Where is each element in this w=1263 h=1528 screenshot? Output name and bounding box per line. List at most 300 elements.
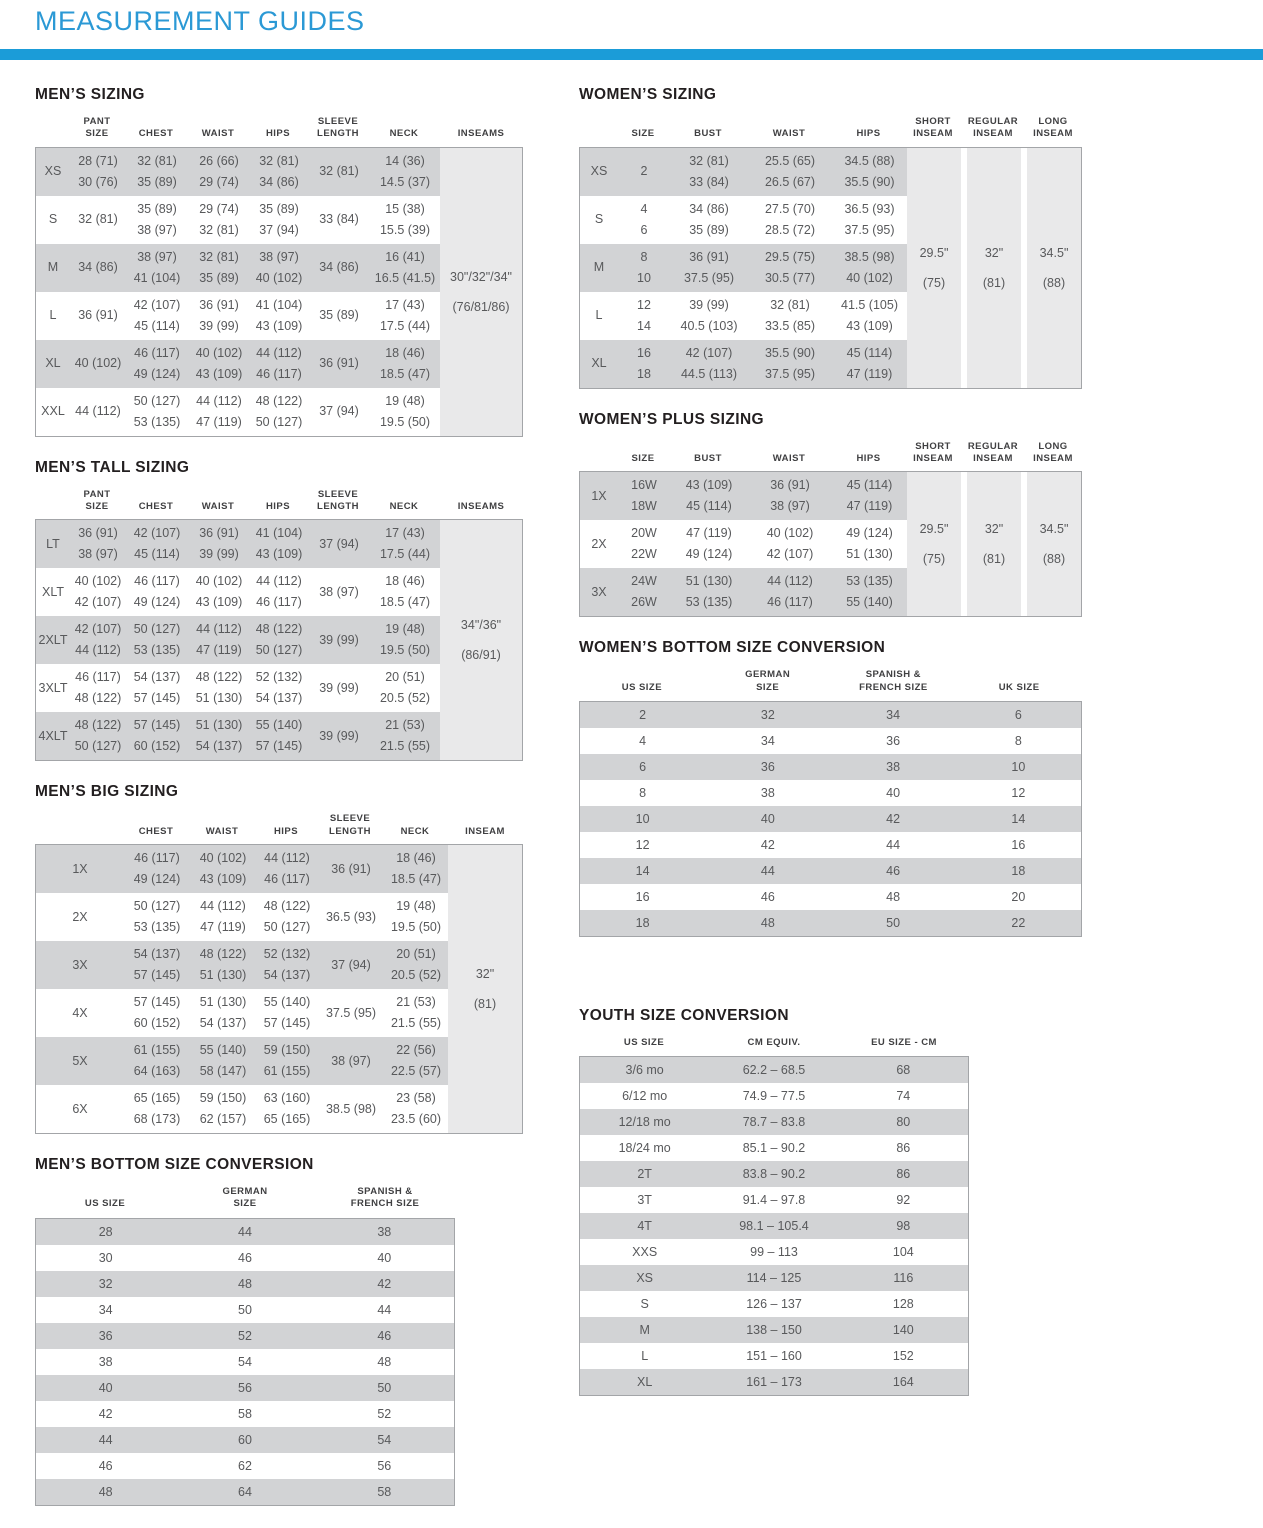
table-row [580, 910, 1081, 936]
table-cell: 98.1 – 105.4 [739, 1219, 809, 1234]
table-cell [36, 520, 70, 568]
table-cell [580, 196, 618, 244]
text-line: 38 (97) [770, 499, 810, 514]
text-line: US SIZE [623, 1037, 665, 1049]
text-line: 47 (119) [846, 366, 893, 381]
text-line: 16 (41) [385, 249, 425, 264]
table-row [580, 520, 907, 568]
column-header [249, 501, 307, 513]
column-header [747, 453, 831, 465]
text-line: 52 (132) [255, 670, 303, 685]
table-cell: 80 [896, 1115, 911, 1130]
table-cell [124, 893, 190, 941]
table-cell [70, 292, 126, 340]
text-line: 50 (127) [255, 643, 303, 658]
text-line: 4XLT [38, 728, 68, 743]
text-line: NECK [400, 825, 430, 837]
table-cell [318, 893, 384, 941]
mens-tall-sizing-table [35, 489, 523, 762]
table-cell [256, 893, 318, 941]
table-cell [370, 340, 440, 388]
text-line: 42 (107) [133, 297, 181, 312]
text-line: 42 (107) [74, 622, 122, 637]
measurement-guides-page [0, 6, 1263, 1528]
text-line: SIZE [631, 128, 655, 140]
text-line: CHEST [138, 128, 174, 140]
text-line: 34 (86) [78, 260, 118, 275]
text-line: SPANISH & [357, 1186, 413, 1198]
column-header [69, 489, 125, 514]
table-cell [250, 568, 308, 616]
table-cell [190, 1037, 256, 1085]
womens-sizing-table [579, 116, 1082, 389]
mens-bottom-conversion-heading: MEN’S BOTTOM SIZE CONVERSION [35, 1156, 314, 1174]
table-body [579, 701, 1082, 937]
table-cell: 44 [760, 864, 775, 879]
text-line: 18 (46) [396, 851, 436, 866]
table-cell: 36 [98, 1328, 113, 1343]
text-line: 43 (109) [685, 478, 733, 493]
table-cell [250, 340, 308, 388]
table-cell [70, 340, 126, 388]
table-cell [318, 1037, 384, 1085]
table-cell [832, 340, 907, 388]
text-line: 55 (140) [199, 1043, 247, 1058]
table-cell: 68 [896, 1063, 911, 1078]
table-cell: 10 [1011, 760, 1026, 775]
text-line: INSEAM [973, 453, 1013, 465]
table-cell [308, 616, 370, 664]
table-cell [36, 989, 124, 1037]
text-line: 20.5 (52) [379, 691, 431, 706]
table-cell [384, 1037, 448, 1085]
table-row [36, 1349, 454, 1375]
table-cell: 40 [760, 812, 775, 827]
text-line: 51 (130) [846, 547, 893, 562]
table-body [579, 471, 1082, 617]
text-line: 48 (122) [255, 393, 303, 408]
text-line: 42 (107) [766, 547, 814, 562]
table-cell: XXS [632, 1245, 658, 1260]
table-cell: 38 [377, 1224, 392, 1239]
table-row [36, 1037, 448, 1085]
table-cell [370, 292, 440, 340]
text-line: 51 (130) [195, 718, 243, 733]
column-header [249, 128, 307, 140]
table-cell: 38 [760, 786, 775, 801]
text-line: 46 (117) [256, 595, 302, 610]
table-cell [256, 1037, 318, 1085]
text-line: INSEAM [465, 825, 505, 837]
text-line: 40 (102) [199, 851, 247, 866]
table-row [580, 1083, 968, 1109]
column-header [369, 501, 439, 513]
table-cell [370, 712, 440, 760]
text-line: 44 (112) [200, 899, 246, 914]
table-cell: 116 [893, 1271, 914, 1286]
text-line: 36 (91) [199, 297, 239, 312]
table-cell: 32 [98, 1276, 113, 1291]
text-line: 46 (117) [134, 851, 180, 866]
text-line: S [48, 212, 58, 227]
table-cell [70, 520, 126, 568]
text-line: REGULAR [967, 116, 1019, 127]
text-line: 54 (137) [195, 739, 243, 754]
text-line: 24W [631, 574, 657, 589]
table-cell [748, 196, 832, 244]
table-body [579, 1056, 969, 1396]
text-line: 37.5 (95) [844, 222, 895, 237]
text-line: 47 (119) [196, 643, 242, 658]
table-cell [308, 340, 370, 388]
text-line: 44 (112) [75, 643, 121, 658]
text-line: 40 (102) [74, 574, 122, 589]
table-cell [370, 148, 440, 196]
text-line: (75) [922, 275, 946, 290]
table-cell [580, 292, 618, 340]
text-line: 17 (43) [385, 297, 425, 312]
table-cell [370, 244, 440, 292]
table-row [36, 616, 440, 664]
text-line: 2XLT [38, 632, 68, 647]
table-cell [70, 616, 126, 664]
text-line: 35 (89) [137, 201, 177, 216]
table-rows [36, 148, 440, 436]
table-cell: 46 [98, 1458, 113, 1473]
text-line: 20W [631, 526, 657, 541]
text-line: HIPS [265, 501, 291, 513]
text-line: 38 (97) [331, 1053, 371, 1068]
table-row [36, 196, 440, 244]
column-header [831, 669, 957, 694]
text-line: 40 (102) [766, 526, 814, 541]
text-line: 12 [637, 297, 651, 312]
page-title: MEASUREMENT GUIDES [35, 6, 365, 36]
text-line: 32 (81) [770, 297, 810, 312]
table-cell [370, 520, 440, 568]
inseam-column [967, 148, 1021, 388]
text-line: 36 (91) [78, 308, 118, 323]
table-row [580, 340, 907, 388]
text-line: 43 (109) [255, 547, 303, 562]
text-line: 19 (48) [385, 393, 425, 408]
text-line: 34 (86) [689, 201, 729, 216]
table-cell [190, 893, 256, 941]
table-cell: 20 [1011, 890, 1026, 905]
text-line: 48 (122) [195, 670, 243, 685]
text-line: 54 (137) [255, 691, 303, 706]
table-cell [36, 148, 70, 196]
table-cell: 161 – 173 [746, 1375, 802, 1390]
text-line: CHEST [138, 825, 174, 837]
text-line: 40 (102) [846, 270, 893, 285]
text-line: 19.5 (50) [379, 414, 431, 429]
table-cell [126, 292, 188, 340]
text-line: 60 (152) [133, 739, 181, 754]
text-line: 44 (112) [75, 404, 121, 419]
text-line: 44 (112) [256, 574, 302, 589]
table-cell [250, 244, 308, 292]
table-cell [670, 472, 748, 520]
column-header [187, 128, 249, 140]
column-header [439, 501, 523, 513]
text-line: 44 (112) [196, 393, 242, 408]
text-line: EU SIZE - CM [871, 1037, 937, 1049]
column-header [669, 453, 747, 465]
text-line: SIZE [631, 453, 655, 465]
table-cell [126, 520, 188, 568]
column-header [315, 1186, 455, 1211]
table-cell: 56 [377, 1458, 392, 1473]
table-row [36, 340, 440, 388]
table-cell: 18 [1011, 864, 1026, 879]
text-line: WAIST [772, 453, 806, 465]
table-cell [250, 388, 308, 436]
text-line: 46 (117) [264, 872, 310, 887]
text-line: SLEEVE [317, 488, 359, 500]
text-line: 26 (66) [199, 153, 239, 168]
text-line: HIPS [856, 453, 881, 465]
table-cell [124, 1085, 190, 1133]
table-cell [580, 472, 618, 520]
text-line: 33.5 (85) [764, 318, 816, 333]
text-line: 15.5 (39) [379, 222, 431, 237]
table-header-row [579, 441, 1082, 472]
text-line: NECK [389, 501, 419, 513]
table-cell [188, 340, 250, 388]
column-header [383, 826, 447, 838]
column-header [125, 128, 187, 140]
text-line: 18 (46) [385, 574, 425, 589]
mens-big-sizing-heading: MEN’S BIG SIZING [35, 783, 179, 801]
inseam-column [1027, 472, 1081, 616]
table-header-row [579, 669, 1082, 701]
table-cell [126, 244, 188, 292]
table-cell: 151 – 160 [746, 1349, 802, 1364]
text-line: 44 (112) [196, 622, 242, 637]
table-cell: 18/24 mo [618, 1141, 671, 1156]
table-cell [370, 196, 440, 244]
table-cell: 44 [377, 1302, 392, 1317]
column-header [669, 128, 747, 140]
text-line: 32 (81) [319, 164, 359, 179]
text-line: 59 (150) [263, 1043, 311, 1058]
column-header [439, 128, 523, 140]
text-line: 37 (94) [331, 957, 371, 972]
table-cell [832, 292, 907, 340]
text-line: 50 (127) [133, 622, 181, 637]
column-header [35, 1198, 175, 1210]
table-cell: 3T [637, 1193, 652, 1208]
table-cell [748, 568, 832, 616]
text-line: 38 (97) [319, 584, 359, 599]
text-line: 18W [631, 499, 657, 514]
table-cell [580, 244, 618, 292]
table-cell: 42 [98, 1406, 113, 1421]
column-header [617, 128, 669, 140]
table-cell [190, 941, 256, 989]
text-line: 41 (104) [133, 270, 181, 285]
table-cell: 104 [892, 1245, 914, 1260]
text-line: 5X [72, 1053, 88, 1068]
text-line: 38 (97) [137, 222, 177, 237]
table-row [580, 806, 1081, 832]
text-line: 44 (112) [264, 851, 310, 866]
text-line: 33 (84) [319, 212, 359, 227]
table-cell: 52 [238, 1328, 252, 1343]
accent-bar [0, 49, 1263, 60]
table-cell [70, 664, 126, 712]
text-line: 35 (89) [199, 270, 239, 285]
text-line: 42 (107) [74, 595, 122, 610]
text-line: 36 (91) [319, 356, 359, 371]
table-row [36, 1453, 454, 1479]
table-cell [250, 712, 308, 760]
table-cell: 44 [98, 1432, 113, 1447]
text-line: 32 (81) [137, 153, 177, 168]
table-cell [618, 292, 670, 340]
table-cell: 138 – 150 [746, 1323, 802, 1338]
text-line: 14 [637, 318, 651, 333]
text-line: INSEAM [973, 128, 1013, 140]
text-line: 51 (130) [199, 968, 247, 983]
table-cell [370, 388, 440, 436]
table-cell [580, 568, 618, 616]
table-row [580, 754, 1081, 780]
table-cell [618, 472, 670, 520]
text-line: XS [44, 164, 62, 179]
text-line: 34.5 (88) [844, 153, 895, 168]
text-line: 34"/36" [460, 618, 502, 633]
text-line: 55 (140) [255, 718, 303, 733]
table-row [36, 845, 448, 893]
table-cell: 3/6 mo [625, 1063, 664, 1078]
text-line: 30 (76) [78, 174, 118, 189]
table-cell [670, 340, 748, 388]
text-line: 32" [475, 967, 495, 982]
text-line: HIPS [265, 128, 291, 140]
text-line: 19.5 (50) [390, 920, 442, 935]
table-cell [318, 989, 384, 1037]
table-row [580, 1161, 968, 1187]
table-cell [190, 845, 256, 893]
text-line: (81) [473, 997, 497, 1012]
table-row [36, 1245, 454, 1271]
table-body [35, 844, 523, 1134]
table-row [36, 568, 440, 616]
text-line: 68 (173) [133, 1112, 181, 1127]
table-cell [188, 388, 250, 436]
table-row [36, 893, 448, 941]
column-header [123, 826, 189, 838]
table-header-row [35, 116, 523, 147]
text-line: 18 (46) [385, 345, 425, 360]
text-line: L [595, 308, 603, 323]
text-line: 30.5 (77) [764, 270, 816, 285]
text-line: 39 (99) [319, 632, 359, 647]
text-line: UK SIZE [998, 681, 1040, 693]
text-line: 48 (122) [255, 622, 303, 637]
table-cell [308, 196, 370, 244]
text-line: 1X [72, 861, 88, 876]
table-cell [36, 1037, 124, 1085]
column-header [189, 826, 255, 838]
text-line: 36.5 (93) [325, 909, 377, 924]
womens-plus-sizing-table [579, 441, 1082, 618]
table-cell [36, 712, 70, 760]
mens-tall-sizing-section [35, 459, 523, 762]
inseam-column [440, 520, 522, 760]
inseam-column [967, 472, 1021, 616]
table-cell [250, 664, 308, 712]
table-row [580, 858, 1081, 884]
inseam-column [440, 148, 522, 436]
text-line: CM EQUIV. [747, 1037, 801, 1049]
table-cell: 50 [377, 1380, 392, 1395]
text-line: GERMAN [745, 669, 791, 681]
table-cell [126, 148, 188, 196]
table-cell [308, 244, 370, 292]
table-cell: 38 [886, 760, 901, 775]
text-line: INSEAM [1033, 453, 1073, 465]
table-row [36, 1085, 448, 1133]
text-line: (88) [1042, 275, 1066, 290]
text-line: 22W [631, 547, 657, 562]
text-line: 29.5 (75) [764, 249, 816, 264]
column-header [307, 116, 369, 141]
text-line: 20 (51) [385, 670, 425, 685]
table-header-row [35, 1186, 455, 1218]
text-line: 46 (117) [256, 366, 302, 381]
table-cell: 98 [896, 1219, 911, 1234]
text-line: LONG [1038, 116, 1068, 127]
table-cell [748, 292, 832, 340]
table-cell: 40 [98, 1380, 113, 1395]
text-line: 2X [72, 909, 88, 924]
text-line: 32" [984, 245, 1004, 260]
table-cell: 152 [892, 1349, 914, 1364]
table-cell: 74.9 – 77.5 [742, 1089, 806, 1104]
text-line: 53 (135) [133, 920, 181, 935]
column-header [966, 116, 1020, 141]
table-cell: 36 [760, 760, 775, 775]
table-cell: 114 – 125 [746, 1271, 802, 1286]
text-line: 32" [984, 522, 1004, 537]
table-cell [250, 292, 308, 340]
table-cell [36, 1085, 124, 1133]
text-line: 20 (51) [396, 947, 436, 962]
table-cell [580, 148, 618, 196]
text-line: 35 (89) [137, 174, 177, 189]
table-cell: 42 [760, 838, 775, 853]
column-header [579, 682, 705, 694]
table-cell [832, 196, 907, 244]
text-line: 54 (137) [263, 968, 311, 983]
column-header [187, 501, 249, 513]
column-header [579, 1037, 709, 1049]
table-cell: 44 [886, 838, 901, 853]
text-line: 45 (114) [134, 318, 180, 333]
table-cell: 91.4 – 97.8 [742, 1193, 806, 1208]
column-header [1026, 116, 1080, 141]
text-line: 32 (81) [689, 153, 729, 168]
text-line: 48 (122) [263, 899, 311, 914]
text-line: (81) [982, 552, 1006, 567]
table-cell [308, 520, 370, 568]
table-cell [832, 244, 907, 292]
text-line: 25.5 (65) [764, 153, 816, 168]
text-line: 40 (102) [255, 270, 303, 285]
